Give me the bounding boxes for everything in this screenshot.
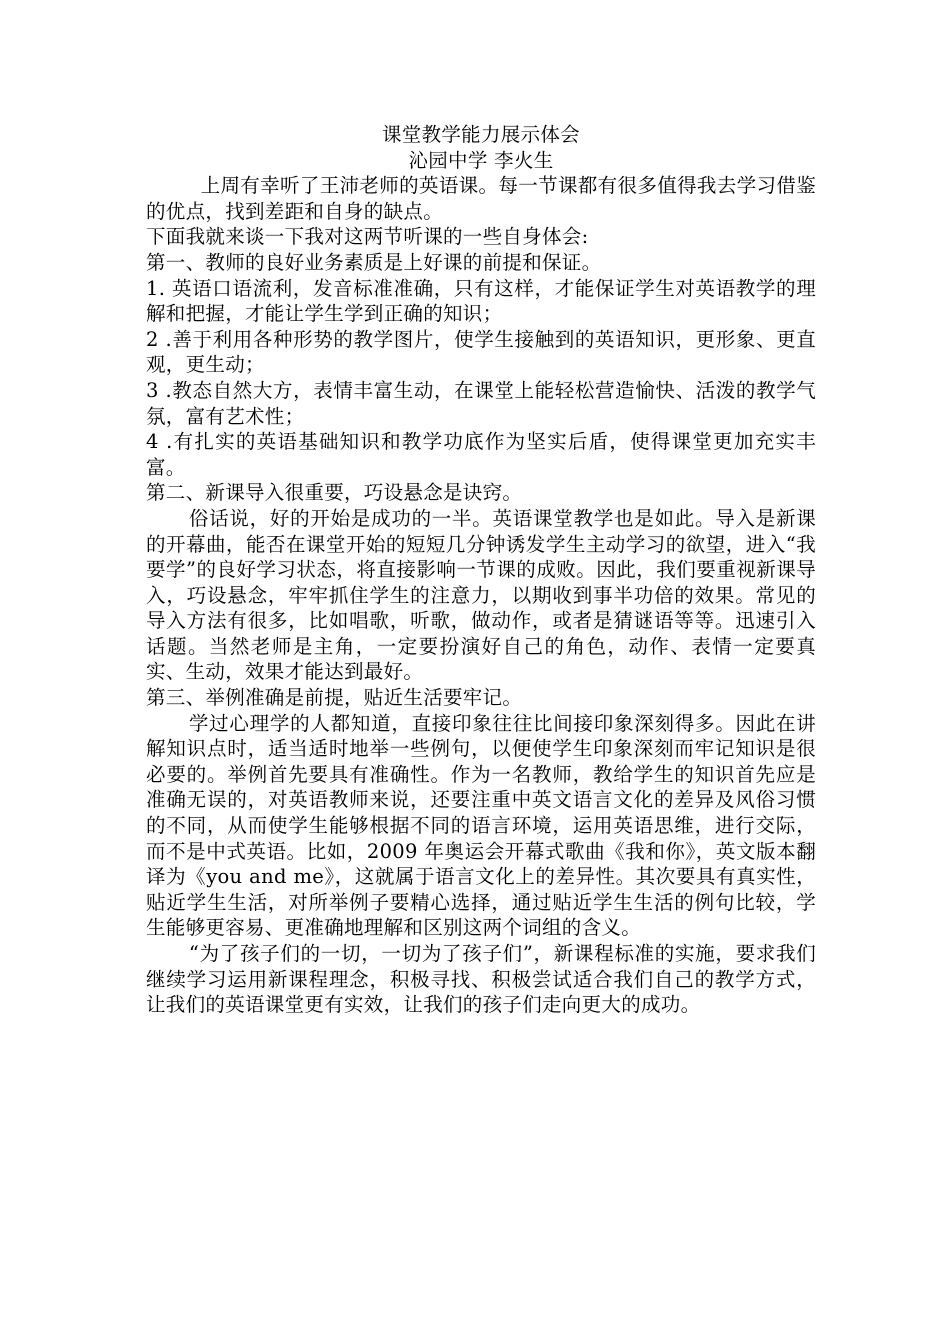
section2-body: 俗话说，好的开始是成功的一半。英语课堂教学也是如此。导入是新课的开幕曲，能否在课堂开始的短短几分钟诱发学生主动学习的欲望，进入“我要学”的良好学习状态，将直接影响一节课的成败。因此，我们要重视新课导入，巧设悬念，牢牢抓住学生的注意力，以期收到事半功倍的效果。常见的导入方法有很多，比如唱歌，听歌，做动作，或者是猜谜语等等。迅速引入话题。当然老师是主角，一定要扮演好自己的角色，动作、表情一定要真实、生动，效果才能达到最好。 [146,506,816,684]
document-page [146,122,816,1018]
section2-heading: 第二、新课导入很重要，巧设悬念是诀窍。 [146,481,523,505]
section1-heading: 第一、教师的良好业务素质是上好课的前提和保证。 [146,250,602,274]
section1-item-4: 4 .有扎实的英语基础知识和教学功底作为坚实后盾，使得课堂更加充实丰富。 [146,430,816,479]
section1-item-2: 2 .善于利用各种形势的教学图片，使学生接触到的英语知识，更形象、更直观，更生动； [146,327,816,377]
conclusion-paragraph: “为了孩子们的一切，一切为了孩子们”，新课程标准的实施，要求我们继续学习运用新课程理念，积极寻找、积极尝试适合我们自己的教学方式，让我们的英语课堂更有实效，让我们的孩子们走向更大的成功。 [146,942,816,1017]
intro-paragraph: 上周有幸听了王沛老师的英语课。每一节课都有很多值得我去学习借鉴的优点，找到差距和自身的缺点。 [146,174,816,223]
section3-heading: 第三、举例准确是前提，贴近生活要牢记。 [146,686,523,710]
section1-item-1: 1. 英语口语流利，发音标准准确，只有这样，才能保证学生对英语教学的理解和把握，才能让学生学到正确的知识； [146,276,816,326]
section3-body: 学过心理学的人都知道，直接印象往往比间接印象深刻得多。因此在讲解知识点时，适当适时地举一些例句，以便使学生印象深刻而牢记知识是很必要的。举例首先要具有准确性。作为一名教师，教给学生的知识首先应是准确无误的，对英语教师来说，还要注重中英文语言文化的差异及风俗习惯的不同，从而使学生能够根据不同的语言环境，运用英语思维，进行交际，而不是中式英语。比如，2009 年奥运会开幕式歌曲《我和你》，英文版本翻译为《you and me》，这就属于语言文化上的差异性。其次要具有真实性，贴近学生生活，对所举例子要精心选择，通过贴近学生生活的例句比较，学生能够更容易、更准确地理解和区别这两个词组的含义。 [146,711,816,940]
document-title: 课堂教学能力展示体会 [381,123,580,146]
document-author: 沁园中学 李火生 [408,148,554,172]
section1-item-3: 3 .教态自然大方，表情丰富生动，在课堂上能轻松营造愉快、活泼的教学气氛，富有艺术性； [146,378,816,428]
intro-paragraph-2: 下面我就来谈一下我对这两节听课的一些自身体会: [146,225,589,249]
